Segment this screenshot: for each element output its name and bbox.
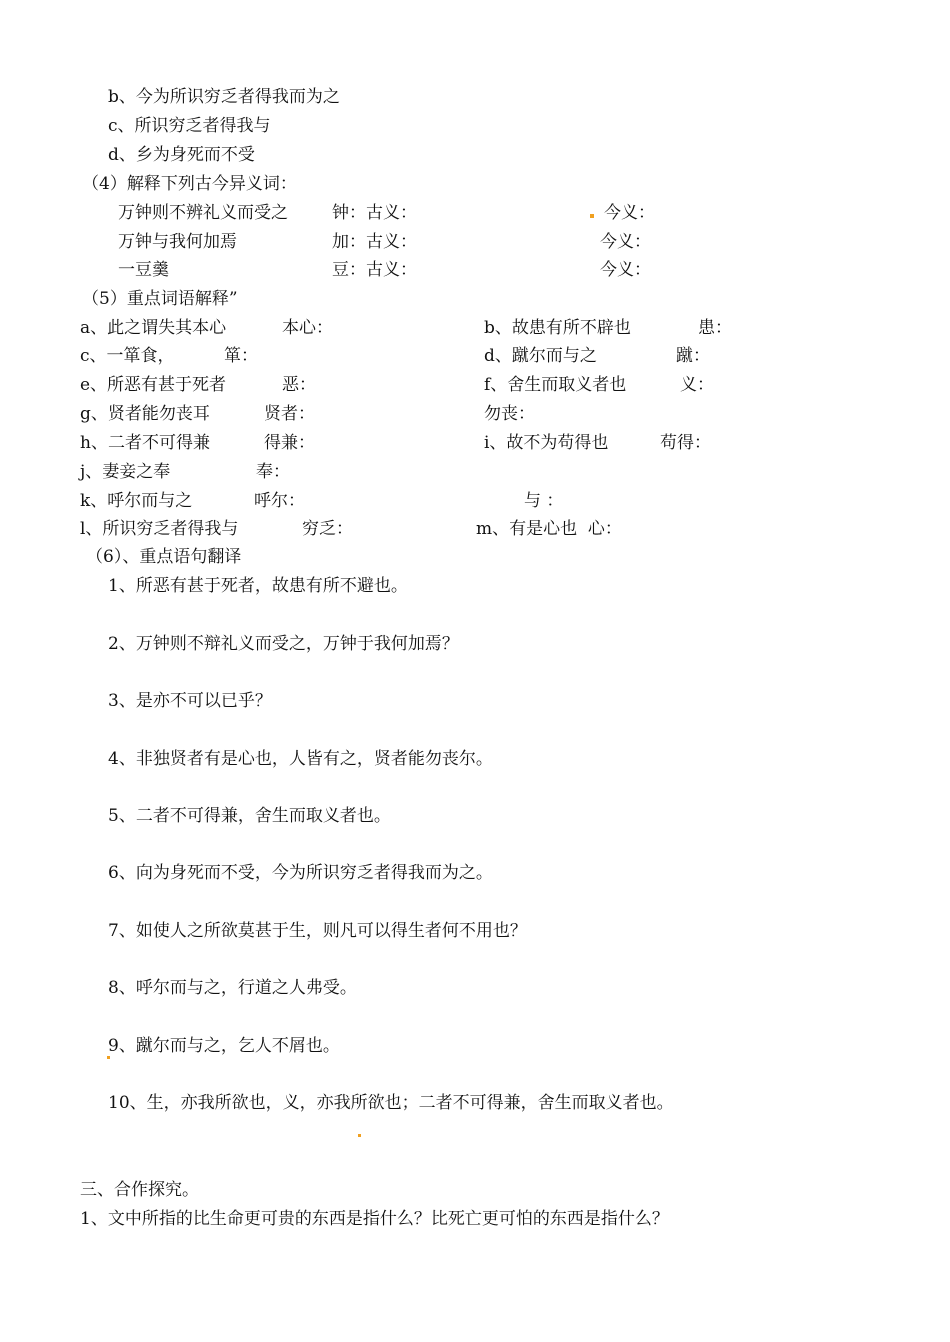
text-line: 今义： [604,203,655,223]
text-line: 豆：古义： [332,260,417,280]
text-line: e、所恶有甚于死者 [80,375,227,395]
orange-mark [107,1056,110,1059]
text-line: l、所识穷乏者得我与 [80,519,239,539]
section-heading: （4）解释下列古今异义词： [82,174,297,194]
text-line: 钟：古义： [332,203,417,223]
translation-item: 9、蹴尔而与之，乞人不屑也。 [108,1036,340,1056]
translation-item: 3、是亦不可以已乎？ [108,691,272,711]
text-line: d、乡为身死而不受 [108,145,255,165]
text-line: 今义： [600,232,651,252]
translation-item: 8、呼尔而与之，行道之人弗受。 [108,978,357,998]
text-line: f、舍生而取义者也 [484,375,627,395]
text-line: 蹴： [676,346,710,366]
translation-item: 6、向为身死而不受，今为所识穷乏者得我而为之。 [108,863,493,883]
text-line: 义： [680,375,714,395]
text-line: c、一箪食， [80,346,175,366]
text-line: b、今为所识穷乏者得我而为之 [108,87,340,107]
text-line: 贤者： [264,404,315,424]
text-line: 万钟与我何加焉 [118,232,237,252]
text-line: 今义： [600,260,651,280]
text-line: c、所识穷乏者得我与 [108,116,271,136]
text-line: b、故患有所不辟也 [484,318,631,338]
orange-mark [358,1134,361,1137]
text-line: 本心： [282,318,333,338]
text-line: 呼尔： [254,491,305,511]
question-item: 1、文中所指的比生命更可贵的东西是指什么？比死亡更可怕的东西是指什么？ [80,1209,669,1229]
text-line: 得兼： [264,433,315,453]
text-line: 奉： [256,462,290,482]
translation-item: 4、非独贤者有是心也，人皆有之，贤者能勿丧尔。 [108,749,493,769]
translation-item: 2、万钟则不辩礼义而受之，万钟于我何加焉？ [108,634,459,654]
translation-item: 7、如使人之所欲莫甚于生，则凡可以得生者何不用也？ [108,921,527,941]
section-heading: （5）重点词语解释” [82,289,238,309]
text-line: d、蹴尔而与之 [484,346,597,366]
text-line: 加：古义： [332,232,417,252]
text-line: 苟得： [660,433,711,453]
text-line: 箪： [224,346,258,366]
text-line: 恶： [282,375,316,395]
text-line: 勿丧： [484,404,535,424]
text-line: i、故不为苟得也 [484,433,609,453]
translation-item: 10、生，亦我所欲也，义，亦我所欲也；二者不可得兼，舍生而取义者也。 [108,1093,674,1113]
text-line: k、呼尔而与之 [80,491,193,511]
text-line: 与 ： [524,491,564,511]
translation-item: 5、二者不可得兼，舍生而取义者也。 [108,806,391,826]
text-line: 万钟则不辨礼义而受之 [118,203,288,223]
section-heading: （6）、重点语句翻译 [86,547,242,567]
translation-item: 1、所恶有甚于死者，故患有所不避也。 [108,576,408,596]
text-line: 穷乏： [302,519,353,539]
text-line: m、有是心也 心： [476,519,622,539]
text-line: j、妻妾之奉 [80,462,171,482]
section-heading: 三、合作探究。 [80,1180,199,1200]
text-line: 一豆羹 [118,260,169,280]
text-line: 患： [698,318,732,338]
text-line: h、二者不可得兼 [80,433,210,453]
text-line: g、贤者能勿丧耳 [80,404,210,424]
text-line: a、此之谓失其本心 [80,318,227,338]
orange-mark [590,214,594,218]
